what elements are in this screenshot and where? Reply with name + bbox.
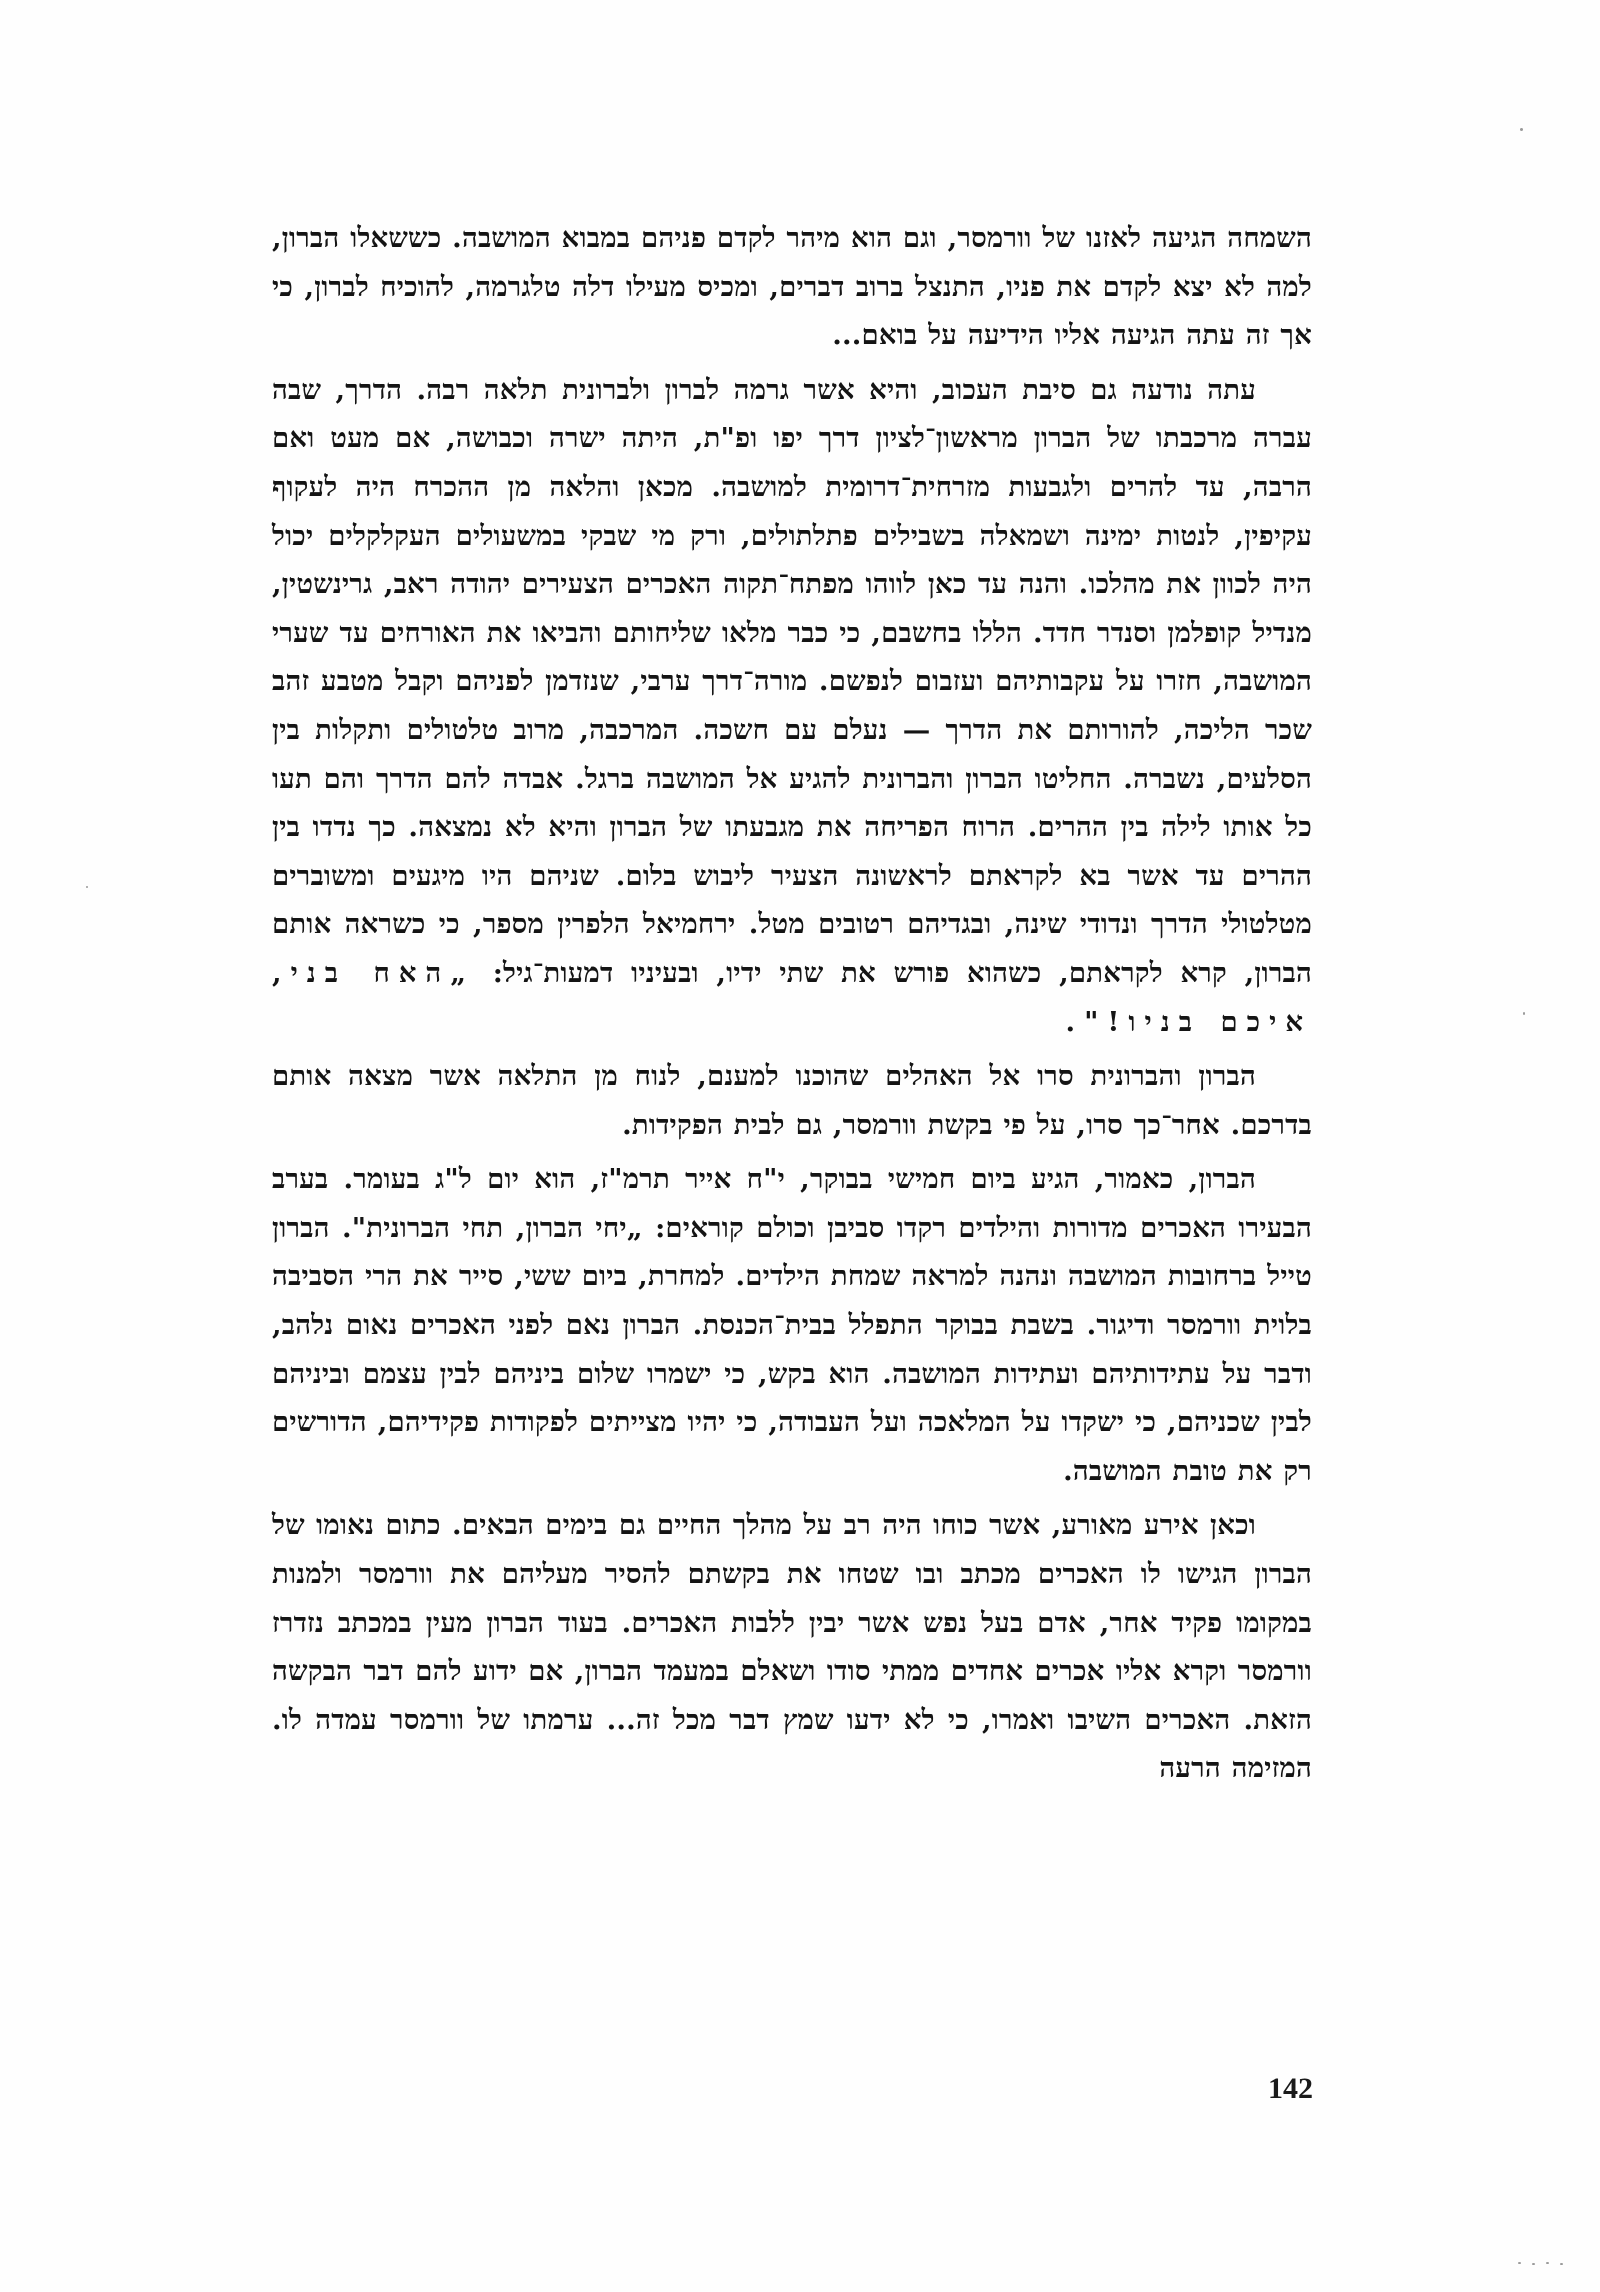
scan-speck <box>86 886 88 888</box>
scan-speck <box>1546 2262 1549 2264</box>
body-text <box>272 214 1312 1793</box>
scan-speck <box>1532 2263 1535 2265</box>
scan-speck <box>1523 1012 1525 1015</box>
paragraph-2 <box>272 366 1312 1046</box>
paragraph-3: הברון והברונית סרו אל האהלים שהוכנו למענם, לנוח מן התלאה אשר מצאה אותם בדרכם. אחר־כך סרו, על פי בקשת וורמסר, גם לבית הפקידות. <box>272 1060 1312 1141</box>
paragraph-5: וכאן אירע מאורע, אשר כוחו היה רב על מהלך החיים גם בימים הבאים. כתום נאומו של הברון הגישו לו האכרים מכתב ובו שטחו את בקשתם להסיר מעליהם את וורמסר ולמנות במקומו פקיד אחר, אדם בעל נפש אשר יבין ללבות האכרים. בעוד הברון מעין במכתב נזדרז וורמסר וקרא אליו אכרים אחדים ממתי סודו ושאלם במעמד הברון, אם ידוע להם דבר הבקשה הזאת. האכרים השיבו ואמרו, כי לא ידעו שמץ דבר מכל זה... ערמתו של וורמסר עמדה לו. המזימה הרעה <box>272 1509 1312 1785</box>
scan-speck <box>1560 2263 1563 2265</box>
paragraph-2-text: עתה נודעה גם סיבת העכוב, והיא אשר גרמה לברון ולברונית תלאה רבה. הדרך, שבה עברה מרכבתו של הברון מראשון־לציון דרך יפו ופ"ת, היתה ישרה וכבושה, אם מעט ואם הרבה, עד להרים ולגבעות מזרחית־דרומית למושבה. מכאן והלאה מן ההכרח היה לעקוף עקיפין, לנטות ימינה ושמאלה בשבילים פתלתולים, ורק מי שבקי במשעולים העקלקלים יכול היה לכוון את מהלכו. והנה עד כאן לווהו מפתח־תקוה האכרים הצעירים יהודה ראב, גרינשטין, מנדיל קופלמן וסנדר חדד. הללו בחשבם, כי כבר מלאו שליחותם והביאו את האורחים עד שערי המושבה, חזרו על עקבותיהם ועזבום לנפשם. מורה־דרך ערבי, שנזדמן לפניהם וקבל מטבע זהב שכר הליכה, להורותם את הדרך — נעלם עם חשכה. המרכבה, מרוב טלטולים ותקלות בין הסלעים, נשברה. החליטו הברון והברונית להגיע אל המושבה ברגל. אבדה להם הדרך והם תעו כל אותו לילה בין ההרים. הרוח הפריחה את מגבעתו של הברון והיא לא נמצאה. כך נדדו בין ההרים עד אשר בא לקראתם לראשונה הצעיר ליבוש בלום. שניהם היו מיגעים ומשוברים מטלטולי הדרך ונדודי שינה, ובגדיהם רטובים מטל. ירחמיאל הלפרין מספר, כי כשראה אותם הברון, קרא לקראתם, כשהוא פורש את שתי ידיו, ובעיניו דמעות־גיל: <box>272 373 1312 989</box>
scan-speck <box>1520 128 1523 131</box>
paragraph-4: הברון, כאמור, הגיע ביום חמישי בבוקר, י"ח אייר תרמ"ז, הוא יום ל"ג בעומר. בערב הבעירו האכרים מדורות והילדים רקדו סביבן וכולם קוראים: „יחי הברון, תחי הברונית". הברון טייל ברחובות המושבה ונהנה למראה שמחת הילדים. למחרת, ביום ששי, סייר את הרי הסביבה בלוית וורמסר ודיגור. בשבת בבוקר התפלל בבית־הכנסת. הברון נאם לפני האכרים נאום נלהב, ודבר על עתידותיהם ועתידות המושבה. הוא בקש, כי ישמרו שלום ביניהם לבין עצמם וביניהם לבין שכניהם, כי ישקדו על המלאכה ועל העבודה, כי יהיו מצייתים לפקודות פקידיהם, הדורשים רק את טובת המושבה. <box>272 1163 1312 1487</box>
baron-exclamation: „האח בני, איכם בניו!". <box>272 956 1312 1038</box>
paragraph-1: השמחה הגיעה לאזנו של וורמסר, וגם הוא מיהר לקדם פניהם במבוא המושבה. כששאלו הברון, למה לא יצא לקדם את פניו, התנצל ברוב דברים, ומכיס מעילו דלה טלגרמה, להוכיח לברון, כי אך זה עתה הגיעה אליו הידיעה על בואם... <box>272 222 1312 352</box>
scan-speck <box>1518 2262 1521 2264</box>
page-number: 142 <box>1268 2072 1313 2105</box>
